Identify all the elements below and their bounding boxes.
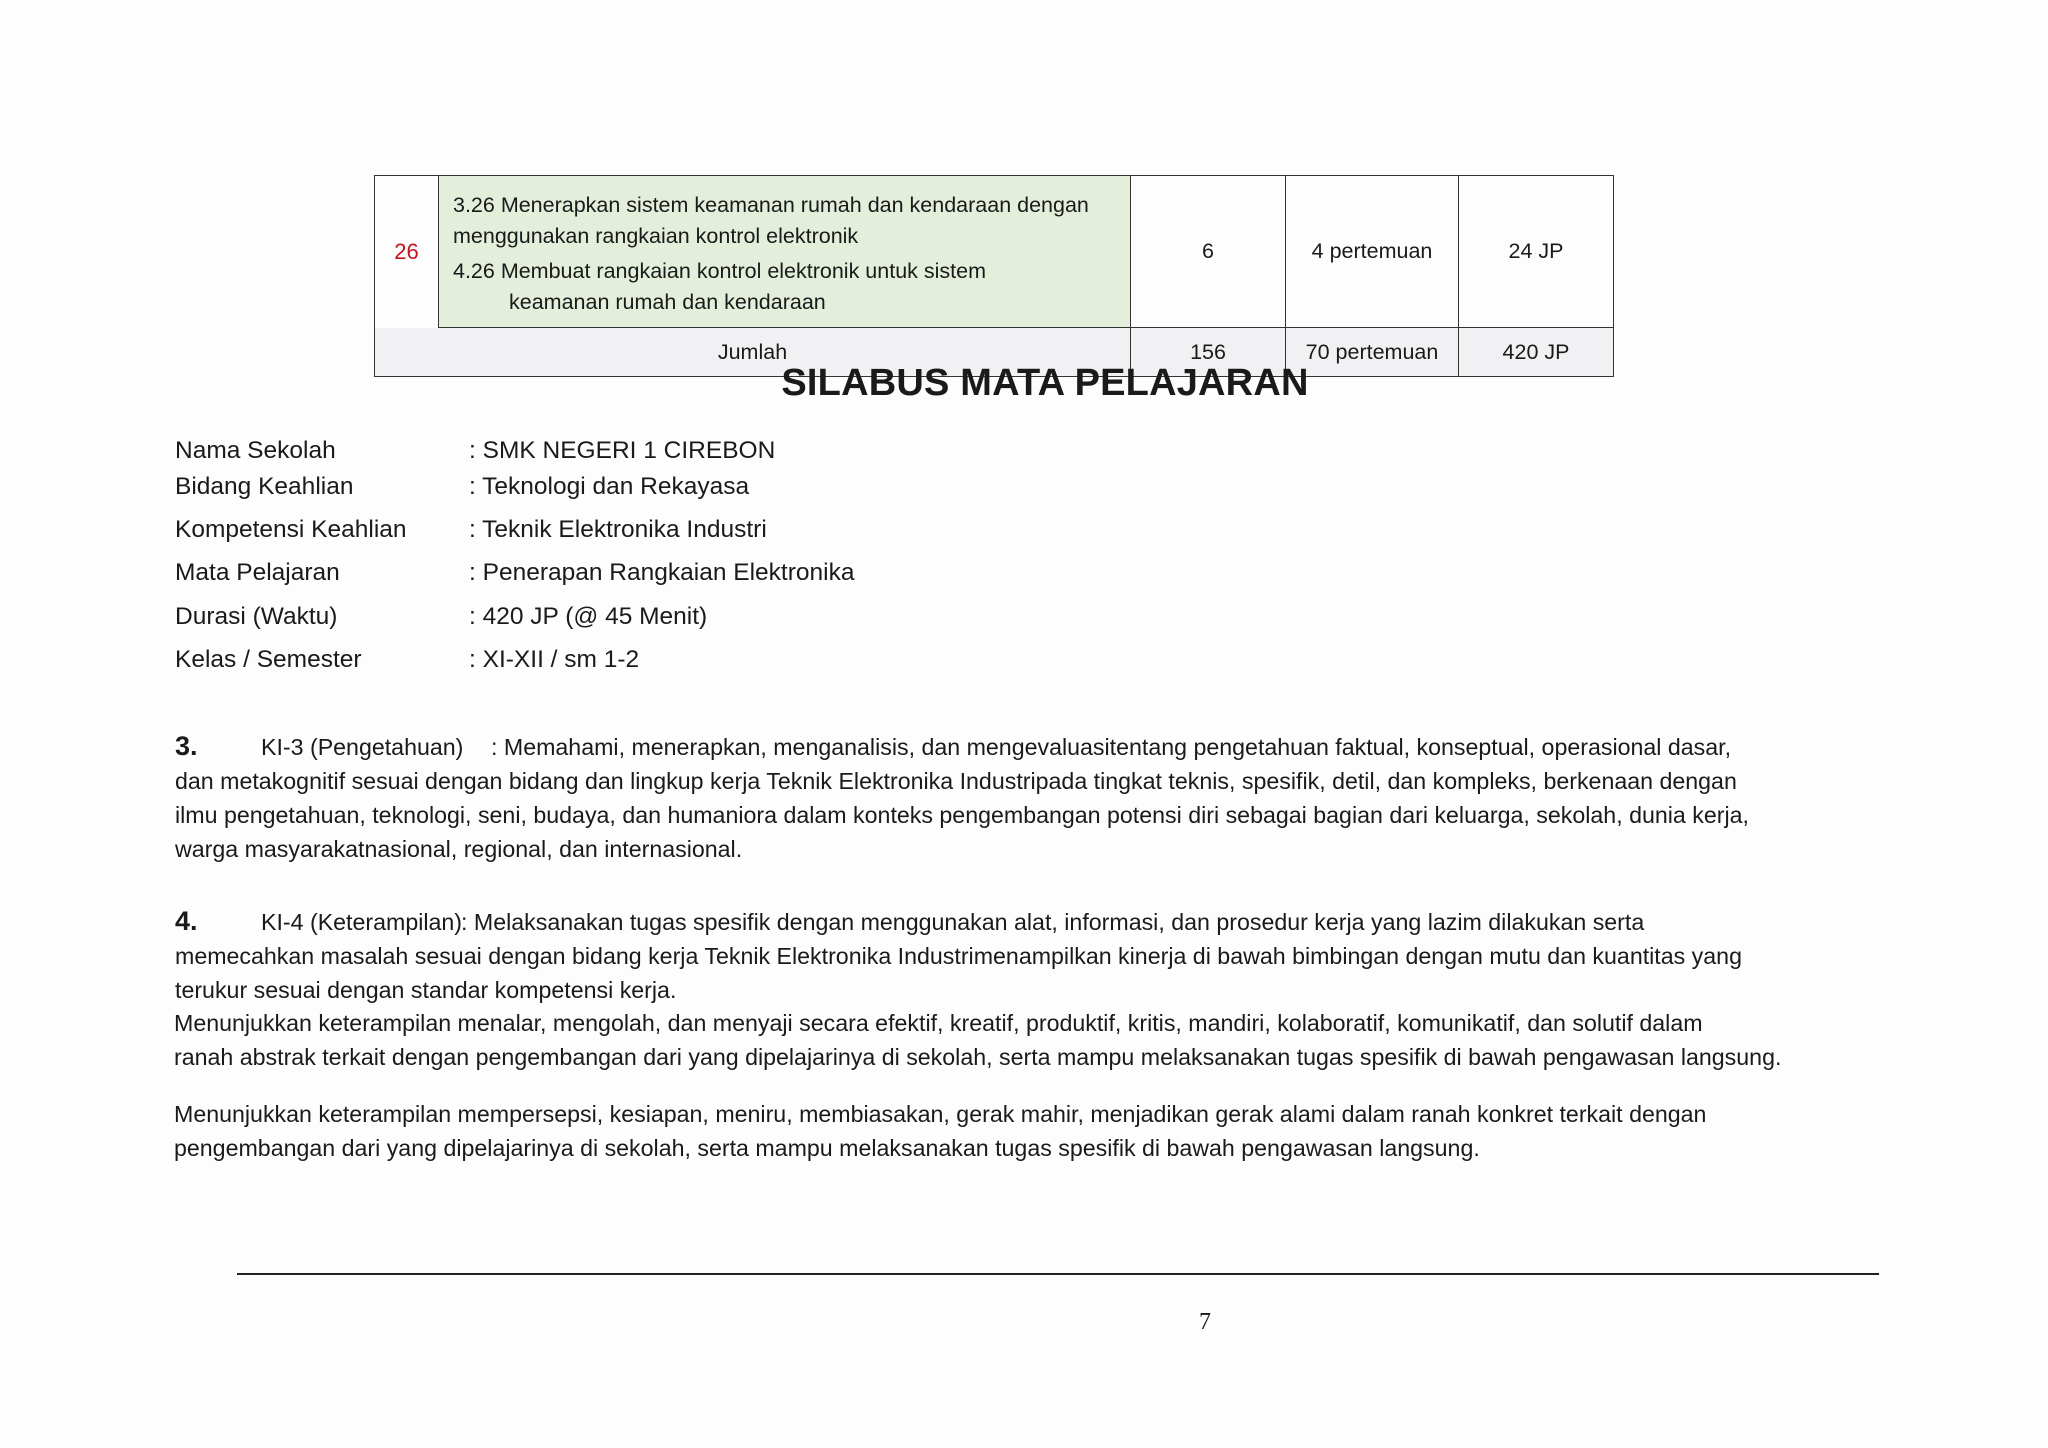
- total-jp: 420 JP: [1459, 328, 1614, 377]
- total-label: Jumlah: [375, 328, 1131, 377]
- identity-value: : SMK NEGERI 1 CIREBON: [469, 437, 776, 464]
- ki3-text: : Memahami, menerapkan, menganalisis, dan mengevaluasitentang pengetahuan faktual, konseptual, operasional dasar,: [491, 734, 1732, 760]
- identity-value: : Teknologi dan Rekayasa: [469, 473, 750, 500]
- ki4-text: : Melaksanakan tugas spesifik dengan menggunakan alat, informasi, dan prosedur kerja yang lazim dilakukan serta: [461, 909, 1645, 935]
- identity-label: Durasi (Waktu): [175, 603, 338, 630]
- ki4-text: pengembangan dari yang dipelajarinya di sekolah, serta mampu melaksanakan tugas spesifik di bawah pengawasan langsung.: [174, 1135, 1480, 1161]
- kd-text: keamanan rumah dan kendaraan: [509, 289, 826, 314]
- ki3-text: warga masyarakatnasional, regional, dan internasional.: [175, 836, 743, 862]
- ki4-text: ranah abstrak terkait dengan pengembangan dari yang dipelajarinya di sekolah, serta mampu melaksanakan tugas spesifik di bawah pengawasan langsung.: [174, 1044, 1782, 1070]
- ki4-label: KI-4 (Keterampilan): [261, 909, 463, 935]
- kd-text: menggunakan rangkaian kontrol elektronik: [453, 223, 859, 248]
- ki3-text: dan metakognitif sesuai dengan bidang dan lingkup kerja Teknik Elektronika Industripada tingkat teknis, spesifik, detil, dan kompleks, berkenaan dengan: [175, 768, 1737, 794]
- kompetensi-dasar-cell: [439, 176, 1131, 328]
- identity-value: : 420 JP (@ 45 Menit): [469, 603, 708, 630]
- table-row: [375, 176, 1614, 328]
- identity-label: Bidang Keahlian: [175, 473, 354, 500]
- identity-label: Kelas / Semester: [175, 646, 362, 673]
- identity-label: Mata Pelajaran: [175, 559, 340, 586]
- footer-divider: [237, 1273, 1879, 1275]
- jp-cell: 24 JP: [1459, 176, 1614, 328]
- competency-table: [374, 175, 1614, 377]
- ki3-label: KI-3 (Pengetahuan): [261, 734, 464, 760]
- ki4-paragraph-2: [174, 1006, 1864, 1074]
- identity-value: : Teknik Elektronika Industri: [469, 516, 767, 543]
- pertemuan-cell: 4 pertemuan: [1286, 176, 1459, 328]
- identity-label: Nama Sekolah: [175, 437, 336, 464]
- alokasi-cell: 6: [1131, 176, 1286, 328]
- kd-text: 3.26 Menerapkan sistem keamanan rumah dan kendaraan dengan: [453, 192, 1089, 217]
- ki3-number: 3.: [175, 731, 198, 761]
- ki3-paragraph: [175, 729, 1865, 866]
- total-alokasi: 156: [1131, 328, 1286, 377]
- ki4-paragraph: [175, 904, 1865, 1007]
- ki4-paragraph-3: [174, 1097, 1864, 1165]
- identity-label: Kompetensi Keahlian: [175, 516, 407, 543]
- page-number: 7: [1199, 1309, 1211, 1335]
- ki3-text: ilmu pengetahuan, teknologi, seni, budaya, dan humaniora dalam konteks pengembangan potensi diri sebagai bagian dari keluarga, sekolah, dunia kerja,: [175, 802, 1749, 828]
- identity-value: : Penerapan Rangkaian Elektronika: [469, 559, 855, 586]
- row-number: 26: [375, 176, 439, 328]
- kd-text: 4.26 Membuat rangkaian kontrol elektronik untuk sistem: [453, 258, 986, 283]
- ki4-text: Menunjukkan keterampilan mempersepsi, kesiapan, meniru, membiasakan, gerak mahir, menjadikan gerak alami dalam ranah konkret terkait dengan: [174, 1101, 1707, 1127]
- ki4-text: Menunjukkan keterampilan menalar, mengolah, dan menyaji secara efektif, kreatif, produktif, kritis, mandiri, kolaboratif, komunikatif, dan solutif dalam: [174, 1010, 1703, 1036]
- page-title: SILABUS MATA PELAJARAN: [781, 362, 1309, 404]
- ki4-number: 4.: [175, 906, 198, 936]
- ki4-text: memecahkan masalah sesuai dengan bidang kerja Teknik Elektronika Industrimenampilkan kinerja di bawah bimbingan dengan mutu dan kuantitas yang: [175, 943, 1742, 969]
- ki4-text: terukur sesuai dengan standar kompetensi kerja.: [175, 977, 677, 1003]
- identity-value: : XI-XII / sm 1-2: [469, 646, 640, 673]
- total-pertemuan: 70 pertemuan: [1286, 328, 1459, 377]
